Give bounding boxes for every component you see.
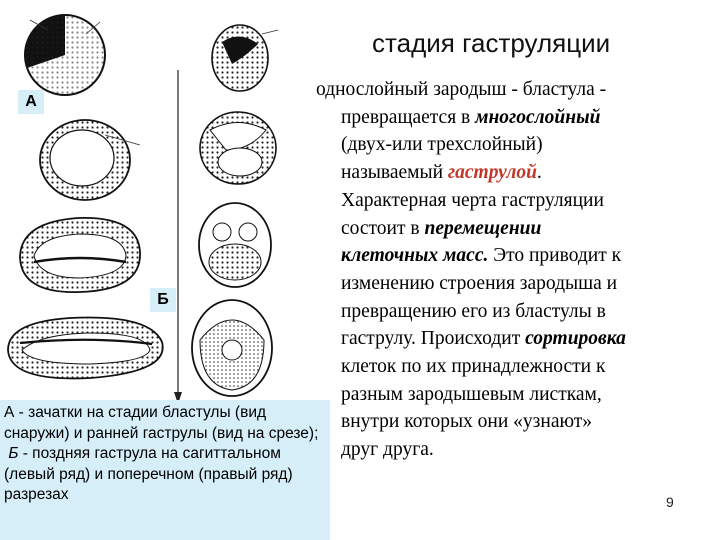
text-run: гаструлу. Происходит <box>341 328 526 350</box>
gastrula-sagittal-1-drawing <box>20 218 140 292</box>
text-run: Это приводит к <box>488 245 622 267</box>
figure-label-a: А <box>18 90 44 114</box>
gastrula-section-4-drawing <box>200 112 276 184</box>
caption-part-b: - поздняя гаструла на сагиттальном (левый ряд) и поперечном (правый ряд) разрезах <box>4 445 293 503</box>
blastula-section-drawing <box>40 120 140 200</box>
body-line: Характерная черта гаструляции <box>341 189 604 211</box>
body-line <box>316 159 714 187</box>
body-line: однослойный зародыш - бластула - <box>316 79 607 100</box>
early-gastrula-drawing <box>212 25 278 91</box>
blastula-exterior-drawing <box>25 15 105 95</box>
emphasis: клеточных масс. <box>341 245 489 267</box>
text-run: называемый <box>341 162 448 184</box>
body-line <box>316 325 714 353</box>
page-number: 9 <box>666 494 674 510</box>
body-line: друг друга. <box>341 439 434 461</box>
text-run: состоит в <box>341 217 425 239</box>
gastrula-sagittal-2-drawing <box>8 318 163 379</box>
body-line: клеток по их принадлежности к <box>341 356 606 378</box>
emphasis: сортировка <box>525 328 626 350</box>
highlight-term: гаструлой <box>447 162 537 184</box>
body-line <box>316 104 714 132</box>
emphasis: многослойный <box>475 106 601 128</box>
caption-part-b-label: Б <box>8 445 19 462</box>
gastrula-section-7-drawing <box>199 203 271 287</box>
gastrula-section-10-drawing <box>192 300 272 396</box>
text-run: . <box>536 162 542 184</box>
body-line: разным зародышевым листкам, <box>341 383 602 405</box>
body-line <box>316 215 714 243</box>
body-line: превращению его из бластулы в <box>341 300 606 322</box>
body-line: изменению строения зародыша и <box>341 272 618 294</box>
figure-label-b: Б <box>150 288 176 312</box>
figure-caption <box>0 400 330 540</box>
text-run: превращается в <box>341 106 476 128</box>
body-line <box>316 242 714 270</box>
emphasis: перемещении <box>424 217 542 239</box>
slide-title: стадия гаструляции <box>372 28 611 58</box>
body-line: (двух-или трехслойный) <box>341 134 543 156</box>
body-text <box>316 76 714 464</box>
caption-part-a: А - зачатки на стадии бластулы (вид снаружи) и ранней гаструлы (вид на срезе); <box>4 404 319 442</box>
body-line: внутри которых они «узнают» <box>341 411 593 433</box>
